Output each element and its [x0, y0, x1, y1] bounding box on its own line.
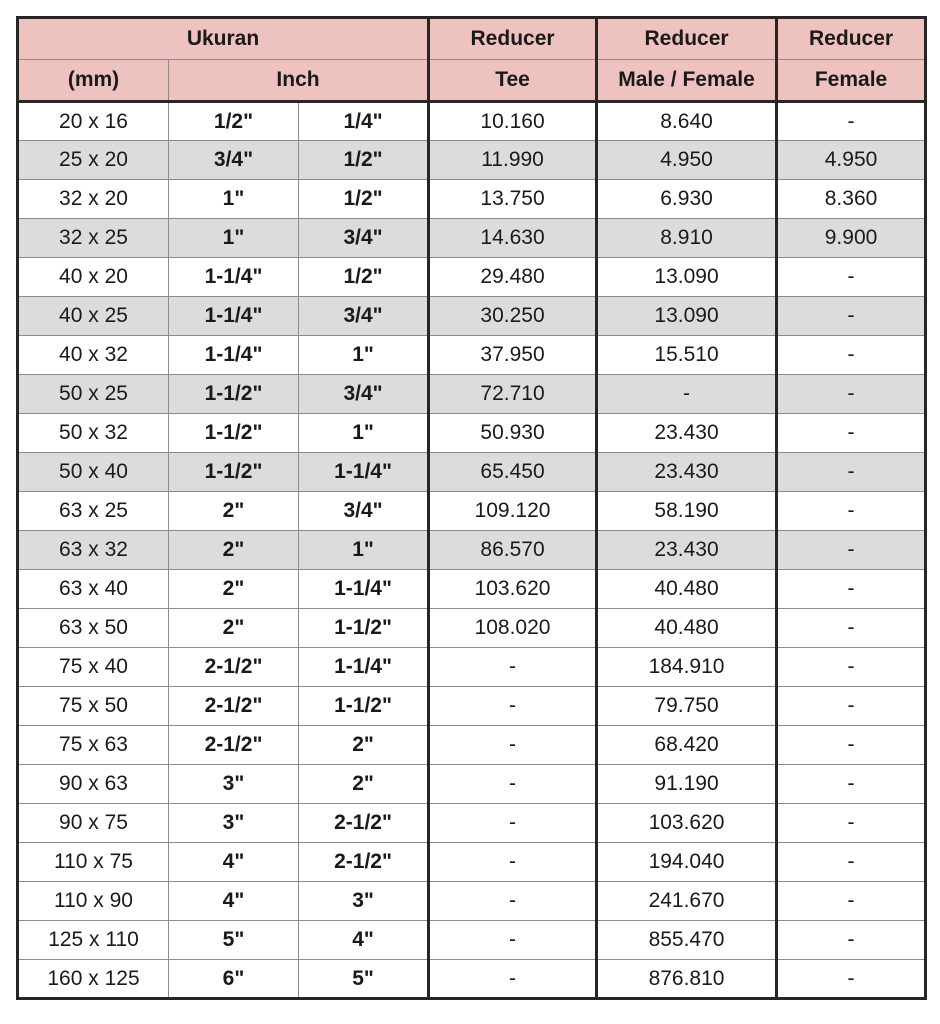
table-row	[18, 180, 926, 219]
cell-size-inch-a: 3"	[169, 804, 299, 843]
cell-size-inch-b: 3/4"	[299, 492, 429, 531]
cell-reducer-female: -	[777, 297, 926, 336]
cell-reducer-male-female: 23.430	[597, 453, 777, 492]
cell-reducer-male-female: 855.470	[597, 921, 777, 960]
cell-reducer-tee: -	[429, 843, 597, 882]
cell-size-mm: 32 x 25	[18, 219, 169, 258]
cell-size-mm: 40 x 32	[18, 336, 169, 375]
cell-reducer-tee: 108.020	[429, 609, 597, 648]
cell-size-inch-b: 1/2"	[299, 141, 429, 180]
cell-reducer-male-female: 15.510	[597, 336, 777, 375]
header-group-reducer-female: Reducer	[777, 18, 926, 60]
cell-reducer-tee: 10.160	[429, 102, 597, 141]
cell-size-inch-a: 2"	[169, 492, 299, 531]
cell-reducer-male-female: 58.190	[597, 492, 777, 531]
cell-reducer-female: -	[777, 648, 926, 687]
cell-size-inch-b: 1-1/2"	[299, 609, 429, 648]
cell-size-inch-b: 1/2"	[299, 258, 429, 297]
cell-reducer-tee: 30.250	[429, 297, 597, 336]
cell-reducer-tee: 50.930	[429, 414, 597, 453]
cell-size-inch-b: 1-1/2"	[299, 687, 429, 726]
cell-size-inch-a: 2"	[169, 531, 299, 570]
cell-size-inch-a: 1-1/2"	[169, 453, 299, 492]
cell-reducer-tee: -	[429, 648, 597, 687]
cell-size-inch-a: 4"	[169, 882, 299, 921]
cell-size-mm: 160 x 125	[18, 960, 169, 999]
table-row	[18, 492, 926, 531]
cell-reducer-female: -	[777, 414, 926, 453]
header-row-group	[18, 18, 926, 60]
cell-size-inch-a: 3/4"	[169, 141, 299, 180]
cell-size-inch-b: 3/4"	[299, 219, 429, 258]
table-row	[18, 609, 926, 648]
cell-reducer-male-female: 8.910	[597, 219, 777, 258]
cell-reducer-tee: -	[429, 765, 597, 804]
header-row-sub	[18, 60, 926, 102]
cell-size-inch-a: 5"	[169, 921, 299, 960]
cell-reducer-female: -	[777, 609, 926, 648]
cell-size-mm: 32 x 20	[18, 180, 169, 219]
cell-reducer-tee: 29.480	[429, 258, 597, 297]
cell-size-inch-b: 2-1/2"	[299, 843, 429, 882]
cell-size-inch-a: 4"	[169, 843, 299, 882]
cell-reducer-tee: 109.120	[429, 492, 597, 531]
cell-reducer-female: -	[777, 336, 926, 375]
reducer-price-table	[16, 16, 927, 1000]
table-row	[18, 141, 926, 180]
cell-size-inch-a: 2"	[169, 570, 299, 609]
header-sub-mm: (mm)	[18, 60, 169, 102]
table-row	[18, 297, 926, 336]
cell-reducer-female: -	[777, 375, 926, 414]
table-row	[18, 531, 926, 570]
table-body	[18, 102, 926, 999]
cell-reducer-tee: -	[429, 882, 597, 921]
cell-reducer-male-female: 241.670	[597, 882, 777, 921]
cell-reducer-male-female: 184.910	[597, 648, 777, 687]
cell-reducer-male-female: 23.430	[597, 414, 777, 453]
cell-reducer-female: -	[777, 843, 926, 882]
cell-reducer-female: -	[777, 765, 926, 804]
cell-reducer-male-female: 4.950	[597, 141, 777, 180]
cell-size-inch-a: 1-1/2"	[169, 375, 299, 414]
cell-size-inch-b: 5"	[299, 960, 429, 999]
cell-reducer-tee: -	[429, 960, 597, 999]
cell-size-inch-a: 6"	[169, 960, 299, 999]
cell-size-inch-b: 1/2"	[299, 180, 429, 219]
table-header	[18, 18, 926, 102]
header-group-reducer-male-female: Reducer	[597, 18, 777, 60]
cell-reducer-male-female: 40.480	[597, 609, 777, 648]
cell-size-inch-a: 2-1/2"	[169, 726, 299, 765]
cell-size-mm: 75 x 63	[18, 726, 169, 765]
cell-size-mm: 20 x 16	[18, 102, 169, 141]
table-row	[18, 219, 926, 258]
table-row	[18, 843, 926, 882]
cell-size-inch-b: 2"	[299, 765, 429, 804]
header-sub-inch: Inch	[169, 60, 429, 102]
cell-size-inch-a: 1-1/2"	[169, 414, 299, 453]
cell-size-inch-a: 1/2"	[169, 102, 299, 141]
cell-size-inch-a: 1-1/4"	[169, 297, 299, 336]
price-table-container	[16, 16, 924, 1000]
cell-reducer-tee: 103.620	[429, 570, 597, 609]
cell-reducer-male-female: 876.810	[597, 960, 777, 999]
cell-reducer-tee: -	[429, 687, 597, 726]
cell-reducer-female: -	[777, 687, 926, 726]
table-row	[18, 726, 926, 765]
cell-reducer-male-female: 79.750	[597, 687, 777, 726]
cell-reducer-female: -	[777, 102, 926, 141]
cell-size-mm: 63 x 40	[18, 570, 169, 609]
cell-reducer-female: 9.900	[777, 219, 926, 258]
cell-size-inch-a: 2-1/2"	[169, 687, 299, 726]
cell-size-mm: 63 x 32	[18, 531, 169, 570]
cell-reducer-tee: -	[429, 804, 597, 843]
cell-reducer-male-female: 194.040	[597, 843, 777, 882]
cell-reducer-female: -	[777, 258, 926, 297]
cell-size-mm: 50 x 32	[18, 414, 169, 453]
cell-reducer-female: -	[777, 531, 926, 570]
cell-size-inch-a: 1"	[169, 180, 299, 219]
cell-reducer-male-female: 40.480	[597, 570, 777, 609]
cell-reducer-tee: -	[429, 921, 597, 960]
table-row	[18, 258, 926, 297]
cell-reducer-male-female: 23.430	[597, 531, 777, 570]
header-sub-female: Female	[777, 60, 926, 102]
table-row	[18, 414, 926, 453]
table-row	[18, 882, 926, 921]
cell-size-inch-b: 1-1/4"	[299, 648, 429, 687]
cell-reducer-male-female: 6.930	[597, 180, 777, 219]
cell-size-inch-b: 2"	[299, 726, 429, 765]
cell-reducer-male-female: 13.090	[597, 258, 777, 297]
cell-reducer-female: -	[777, 492, 926, 531]
cell-reducer-male-female: 8.640	[597, 102, 777, 141]
cell-size-inch-b: 1-1/4"	[299, 570, 429, 609]
cell-size-inch-a: 1-1/4"	[169, 258, 299, 297]
header-sub-tee: Tee	[429, 60, 597, 102]
cell-size-mm: 75 x 50	[18, 687, 169, 726]
cell-reducer-male-female: -	[597, 375, 777, 414]
cell-reducer-female: -	[777, 804, 926, 843]
cell-size-mm: 40 x 25	[18, 297, 169, 336]
table-row	[18, 375, 926, 414]
cell-size-mm: 50 x 40	[18, 453, 169, 492]
cell-size-mm: 63 x 50	[18, 609, 169, 648]
cell-reducer-male-female: 103.620	[597, 804, 777, 843]
cell-reducer-male-female: 91.190	[597, 765, 777, 804]
cell-reducer-tee: 37.950	[429, 336, 597, 375]
cell-reducer-tee: 11.990	[429, 141, 597, 180]
cell-reducer-tee: 65.450	[429, 453, 597, 492]
table-row	[18, 687, 926, 726]
cell-size-inch-a: 1-1/4"	[169, 336, 299, 375]
cell-reducer-female: -	[777, 726, 926, 765]
table-row	[18, 102, 926, 141]
cell-reducer-female: -	[777, 960, 926, 999]
cell-size-inch-b: 3/4"	[299, 297, 429, 336]
cell-reducer-male-female: 68.420	[597, 726, 777, 765]
cell-reducer-tee: -	[429, 726, 597, 765]
cell-reducer-female: -	[777, 570, 926, 609]
cell-reducer-female: -	[777, 921, 926, 960]
cell-reducer-tee: 14.630	[429, 219, 597, 258]
cell-size-mm: 90 x 63	[18, 765, 169, 804]
cell-size-mm: 25 x 20	[18, 141, 169, 180]
table-row	[18, 336, 926, 375]
cell-size-inch-b: 1/4"	[299, 102, 429, 141]
table-row	[18, 570, 926, 609]
cell-size-inch-a: 3"	[169, 765, 299, 804]
cell-size-inch-b: 1"	[299, 531, 429, 570]
table-row	[18, 648, 926, 687]
cell-size-inch-a: 2-1/2"	[169, 648, 299, 687]
cell-size-inch-a: 1"	[169, 219, 299, 258]
cell-size-inch-b: 4"	[299, 921, 429, 960]
cell-size-inch-b: 1"	[299, 336, 429, 375]
cell-size-mm: 50 x 25	[18, 375, 169, 414]
cell-size-inch-b: 1-1/4"	[299, 453, 429, 492]
cell-size-mm: 40 x 20	[18, 258, 169, 297]
cell-reducer-female: -	[777, 453, 926, 492]
cell-reducer-tee: 13.750	[429, 180, 597, 219]
header-group-reducer-tee: Reducer	[429, 18, 597, 60]
cell-reducer-tee: 72.710	[429, 375, 597, 414]
table-row	[18, 960, 926, 999]
cell-reducer-female: -	[777, 882, 926, 921]
cell-size-mm: 90 x 75	[18, 804, 169, 843]
cell-size-inch-b: 2-1/2"	[299, 804, 429, 843]
cell-size-mm: 110 x 90	[18, 882, 169, 921]
cell-reducer-female: 4.950	[777, 141, 926, 180]
header-group-ukuran: Ukuran	[18, 18, 429, 60]
table-row	[18, 453, 926, 492]
cell-size-inch-b: 1"	[299, 414, 429, 453]
cell-size-mm: 110 x 75	[18, 843, 169, 882]
cell-size-inch-b: 3"	[299, 882, 429, 921]
table-row	[18, 765, 926, 804]
cell-size-inch-a: 2"	[169, 609, 299, 648]
cell-size-mm: 63 x 25	[18, 492, 169, 531]
header-sub-male-female: Male / Female	[597, 60, 777, 102]
cell-size-mm: 75 x 40	[18, 648, 169, 687]
cell-size-mm: 125 x 110	[18, 921, 169, 960]
cell-reducer-male-female: 13.090	[597, 297, 777, 336]
table-row	[18, 921, 926, 960]
table-row	[18, 804, 926, 843]
cell-reducer-female: 8.360	[777, 180, 926, 219]
cell-reducer-tee: 86.570	[429, 531, 597, 570]
cell-size-inch-b: 3/4"	[299, 375, 429, 414]
